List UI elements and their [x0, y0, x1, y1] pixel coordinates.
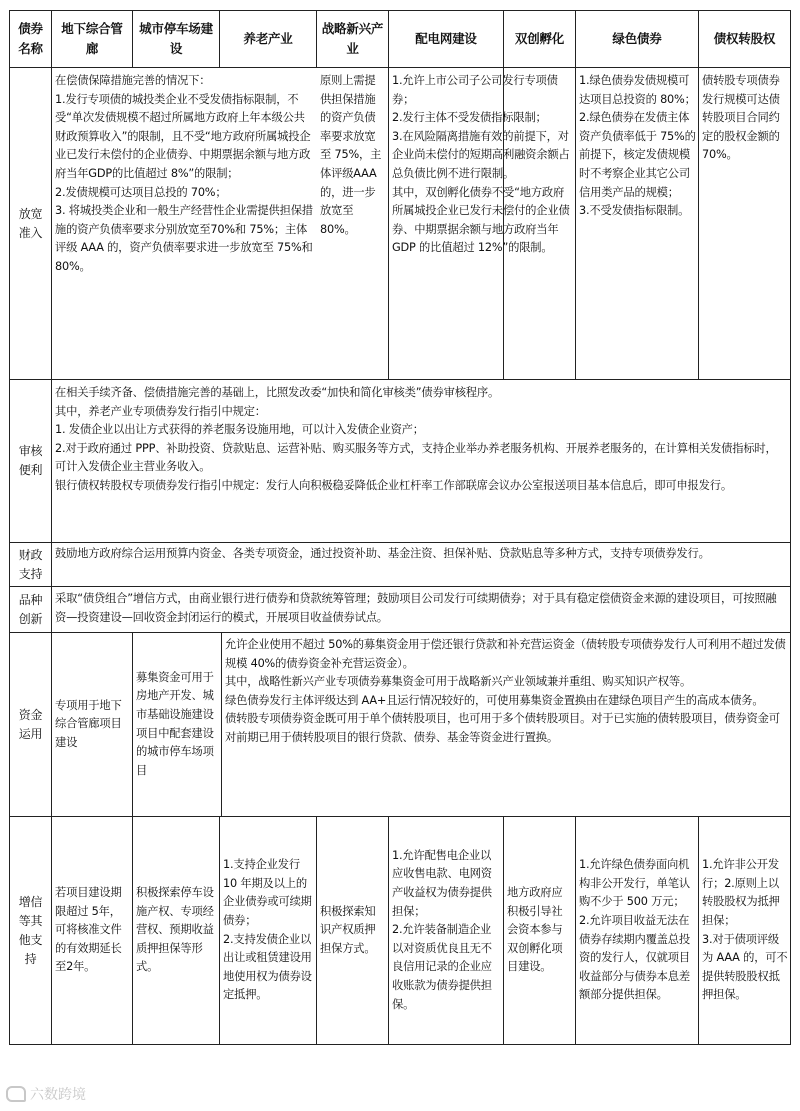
row-divider — [9, 67, 791, 68]
row-label-access: 放宽 准入 — [18, 206, 43, 240]
col-divider — [132, 632, 133, 1045]
row-label-credit: 增信 等其 他支 持 — [18, 894, 43, 966]
header-elderly-care: 养老产业 — [243, 31, 293, 46]
header-parking: 城市停车场建 设 — [139, 21, 213, 56]
policy-comparison-table — [9, 10, 791, 1045]
access-cell-strategic: 原则上需提供担保措施的资产负债率要求放宽至 75%，主体评级AAA 的，进一步放宽至 80%。 — [320, 74, 382, 236]
innovation-cell: 采取“债贷组合”增信方式，由商业银行进行债券和贷款统筹管理；鼓励项目公司发行可续期债券；对于具有稳定偿债资金来源的建设项目，可按照融资—投资建设—回收资金封闭运行的模式，开展项目收益债券试点。 — [55, 592, 777, 624]
review-cell: 在相关手续齐备、偿债措施完善的基础上，比照发改委“加快和简化审核类”债券审核程序。 其中，养老产业专项债券发行指引中规定： 1. 发债企业以出让方式获得的养老服务设施用地，可以计入发债企业资产； 2.对于政府通过 PPP、补助投资、贷款贴息、运营补贴、购买服务等方式，支持企业举办养老服务机构、开展养老服务的，在计算相关发债指标时，可计入发债企业主营业务收入。 银行债权转股权专项债券发行指引中规定：发行人向积极稳妥降低企业杠杆率工作部联席会议办公室报送项目基本信息后，即可申报发行。 — [55, 386, 777, 492]
funds-cell-utility-tunnel — [53, 633, 132, 816]
credit-cell-grid — [390, 817, 503, 1044]
credit-cell-grid-text: 1.允许配售电企业以应收售电款、电网资产收益权为债券提供担保； 2.允许装备制造企业以对资质优良且无不良信用记录的企业应收账款为债券提供担保。 — [392, 848, 492, 1011]
credit-cell-green-text: 1.允许绿色债券面向机构非公开发行，单笔认购不少于 500 万元； 2.允许项目收益无法在债券存续期内覆盖总投资的发行人，仅就项目收益部分与债券本息差额部分提供担保。 — [579, 858, 690, 1002]
watermark-text: 六数跨境 — [30, 1087, 86, 1103]
header-debt-to-equity: 债权转股权 — [713, 31, 776, 46]
credit-cell-debt-equity — [700, 817, 790, 1044]
header-distribution-grid: 配电网建设 — [415, 31, 477, 46]
row-divider — [9, 542, 791, 543]
funds-cell-general: 允许企业使用不超过 50%的募集资金用于偿还银行贷款和补充营运资金（债转股专项债券发行人可利用不超过发债规模 40%的债券资金补充营运资金）。 其中，战略性新兴产业专项债券募集资金可用于战略新兴产业领域兼并重组、购买知识产权等。 绿色债券发行主体评级达到 AA+且运行情况较好的，可使用募集资金置换由在建绿色项目产生的高成本债务。 债转股专项债券资金既可用于单个债转股项目，也可用于多个债转股项目。对于已实施的债转股项目，债券资金可对前期已用于债转股项目的银行贷款、债券、基金等资金进行置换。 — [225, 638, 786, 744]
row-label-review: 审核 便利 — [18, 444, 43, 477]
credit-cell-incubation — [505, 817, 575, 1044]
credit-cell-debt-equity-text: 1.允许非公开发行；2.原则上以转股股权为抵押担保； 3.对于债项评级为 AAA 的，可不提供转股股权抵押担保。 — [702, 858, 788, 1002]
credit-cell-strategic-text: 积极探索知识产权质押担保方式。 — [320, 904, 376, 955]
access-cell-grid-incubation: 1.允许上市公司子公司发行专项债券； 2.发行主体不受发债指标限制； 3.在风险隔离措施有效的前提下，对企业尚未偿付的短期高利融资余额占总负债比例不进行限制。 其中，双创孵化债券不受“地方政府所属城投企业已发行未偿付的企业债券、中期票据余额与地方政府当年 GDP 的比值超过 12%”的限制。 — [392, 74, 570, 255]
row-divider — [9, 586, 791, 587]
header-utility-tunnel: 地下综合管 廊 — [61, 21, 123, 56]
row-label-fiscal: 财政 支持 — [18, 547, 43, 581]
credit-cell-incubation-text: 地方政府应积极引导社会资本参与双创孵化项目建设。 — [507, 886, 563, 974]
header-incubation: 双创孵化 — [514, 31, 565, 46]
table-border-bottom — [9, 1044, 791, 1045]
credit-cell-green — [577, 817, 698, 1044]
funds-cell-parking — [134, 633, 220, 816]
credit-cell-utility-tunnel-text: 若项目建设期限超过 5年，可将核准文件的有效期延长至2年。 — [55, 886, 122, 974]
credit-cell-utility-tunnel — [53, 817, 132, 1044]
watermark — [6, 1084, 86, 1104]
table-border-right — [790, 10, 791, 1045]
col-divider — [221, 632, 222, 817]
col-divider — [388, 816, 389, 1045]
row-divider — [9, 379, 791, 380]
watermark-logo-icon — [6, 1086, 26, 1102]
credit-cell-parking — [134, 817, 219, 1044]
fiscal-cell: 鼓励地方政府综合运用预算内资金、各类专项资金，通过投资补助、基金注资、担保补贴、贷款贴息等多种方式，支持专项债券发行。 — [55, 547, 710, 560]
credit-cell-strategic — [318, 817, 388, 1044]
col-divider — [51, 10, 52, 1045]
credit-cell-elderly-care — [221, 817, 316, 1044]
row-label-funds: 资金 运用 — [18, 707, 43, 741]
col-divider — [316, 816, 317, 1045]
credit-cell-elderly-care-text: 1.支持企业发行 10 年期及以上的企业债券或可续期债券； 2.支持发债企业以出让或租赁建设用地使用权为债券设定抵押。 — [223, 858, 312, 1002]
header-strategic-emerging: 战略新兴产 业 — [321, 21, 384, 56]
col-divider — [503, 816, 504, 1045]
access-cell-main: 在偿债保障措施完善的情况下： 1.发行专项债的城投类企业不受发债指标限制，不受“单次发债规模不超过所属地方政府上年本级公共财政预算收入”的限制，且不受“地方政府所属城投企业已发行未偿付的企业债券、中期票据余额与地方政府当年GDP的比值超过 8%”的限制； 2.发债规模可达项目总投的 70%； 3. 将城投类企业和一般生产经营性企业需提供担保措施的资产负债率要求分别放宽至70%和 75%；主体评级 AAA 的，资产负债率要求进一步放宽至 75%和 80%。 — [55, 74, 313, 273]
funds-cell-utility-tunnel-text: 专项用于地下综合管廊项目建设 — [55, 698, 122, 749]
access-cell-green: 1.绿色债券发债规模可达项目总投资的 80%； 2.绿色债券在发债主体资产负债率低于 75%的前提下，核定发债规模时不考察企业其它公司信用类产品的规模； 3.不受发债指标限制。 — [579, 74, 696, 218]
access-cell-debt-equity: 债转股专项债券发行规模可达债转股项目合同约定的股权金额的70%。 — [702, 74, 780, 162]
header-green-bond: 绿色债券 — [612, 31, 662, 46]
col-divider — [698, 816, 699, 1045]
col-divider — [575, 816, 576, 1045]
row-label-innovation: 品种 创新 — [18, 592, 43, 626]
credit-cell-parking-text: 积极探索停车设施产权、专项经营权、预期收益质押担保等形式。 — [136, 886, 214, 974]
col-divider — [219, 816, 220, 1045]
header-bond-name: 债券 名称 — [18, 21, 43, 56]
funds-cell-parking-text: 募集资金可用于房地产开发、城市基础设施建设项目中配套建设的城市停车场项目 — [136, 670, 214, 777]
